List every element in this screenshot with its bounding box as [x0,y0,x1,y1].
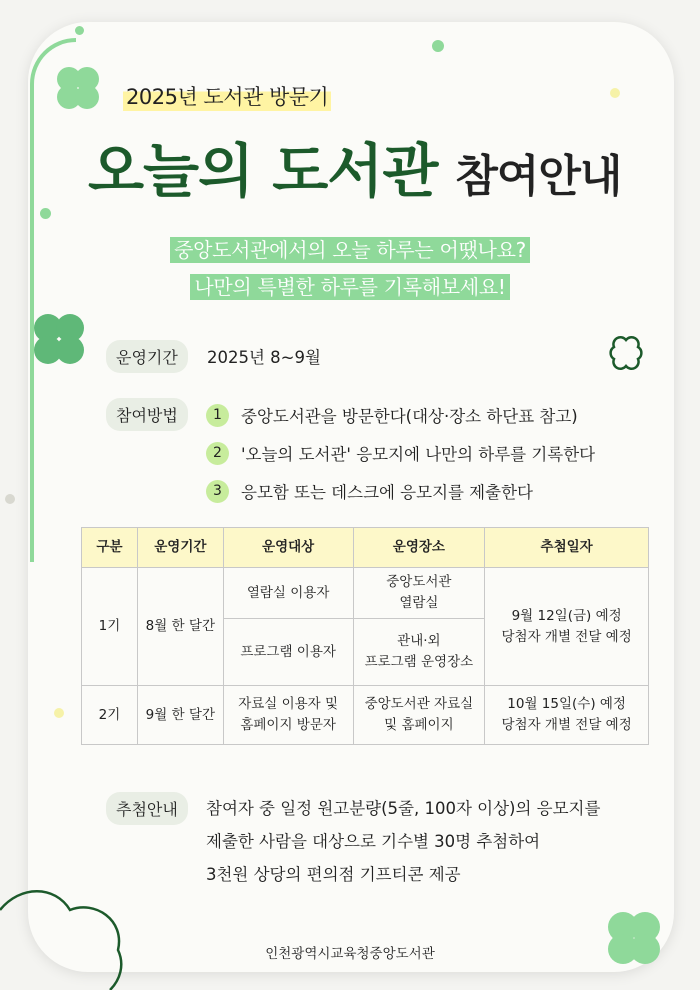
method-step [206,441,595,465]
step-text: 응모함 또는 데스크에 응모지를 제출한다 [241,483,533,502]
footer-organization: 인천광역시교육청중앙도서관 [265,946,435,962]
lottery-line: 참여자 중 일정 원고분량(5줄, 100자 이상)의 응모지를 [206,799,601,818]
date-cell: 9월 12일(금) 예정 당첨자 개별 전달 예정 [485,568,649,686]
term-cell: 1기 [82,568,138,686]
method-step [206,479,533,503]
clover-icon [28,308,90,370]
page-title [88,124,621,208]
table-header-cell: 추첨일자 [485,528,649,568]
table-row [82,686,649,745]
clover-outline-icon [604,330,648,374]
target-cell: 열람실 이용자 [223,568,353,619]
decorative-dot [432,40,444,52]
event-subtitle: 2025년 도서관 방문기 [123,81,331,111]
lottery-tag: 추첨안내 [106,792,188,825]
table-header-cell: 운영기간 [137,528,223,568]
target-cell: 프로그램 이용자 [223,619,353,686]
target-cell: 자료실 이용자 및 홈페이지 방문자 [223,686,353,745]
title-main: 오늘의 도서관 [88,137,438,205]
table-header-cell: 구분 [82,528,138,568]
schedule-table [81,527,649,745]
cloud-outline-decoration [0,880,130,990]
place-cell: 관내·외 프로그램 운영장소 [353,619,485,686]
step-number-badge: 3 [206,480,229,503]
lottery-line: 제출한 사람을 대상으로 기수별 30명 추첨하여 [206,832,541,851]
lottery-line: 3천원 상당의 편의점 기프티콘 제공 [206,865,461,884]
method-step [206,403,578,427]
decorative-curve-line [30,38,76,562]
decorative-dot [54,708,64,718]
clover-icon [52,62,104,114]
decorative-dot [610,88,620,98]
method-tag: 참여방법 [106,398,188,431]
step-number-badge: 2 [206,442,229,465]
table-row [82,568,649,619]
period-cell: 9월 한 달간 [137,686,223,745]
date-cell: 10월 15일(수) 예정 당첨자 개별 전달 예정 [485,686,649,745]
term-cell: 2기 [82,686,138,745]
period-tag: 운영기간 [106,340,188,373]
period-value: 2025년 8~9월 [207,348,321,367]
decorative-dot [40,208,51,219]
intro-line-1: 중앙도서관에서의 오늘 하루는 어땠나요? [0,234,700,263]
decorative-dot [5,494,15,504]
decorative-dot [75,26,84,35]
intro-line-2: 나만의 특별한 하루를 기록해보세요! [0,271,700,300]
table-header-cell: 운영대상 [223,528,353,568]
lottery-description [206,792,600,891]
place-cell: 중앙도서관 자료실 및 홈페이지 [353,686,485,745]
table-header-row [82,528,649,568]
table-header-cell: 운영장소 [353,528,485,568]
step-number-badge: 1 [206,404,229,427]
step-text: 중앙도서관을 방문한다(대상·장소 하단표 참고) [241,407,578,426]
step-text: '오늘의 도서관' 응모지에 나만의 하루를 기록한다 [241,445,596,464]
title-sub: 참여안내 [455,151,622,202]
period-cell: 8월 한 달간 [137,568,223,686]
place-cell: 중앙도서관 열람실 [353,568,485,619]
